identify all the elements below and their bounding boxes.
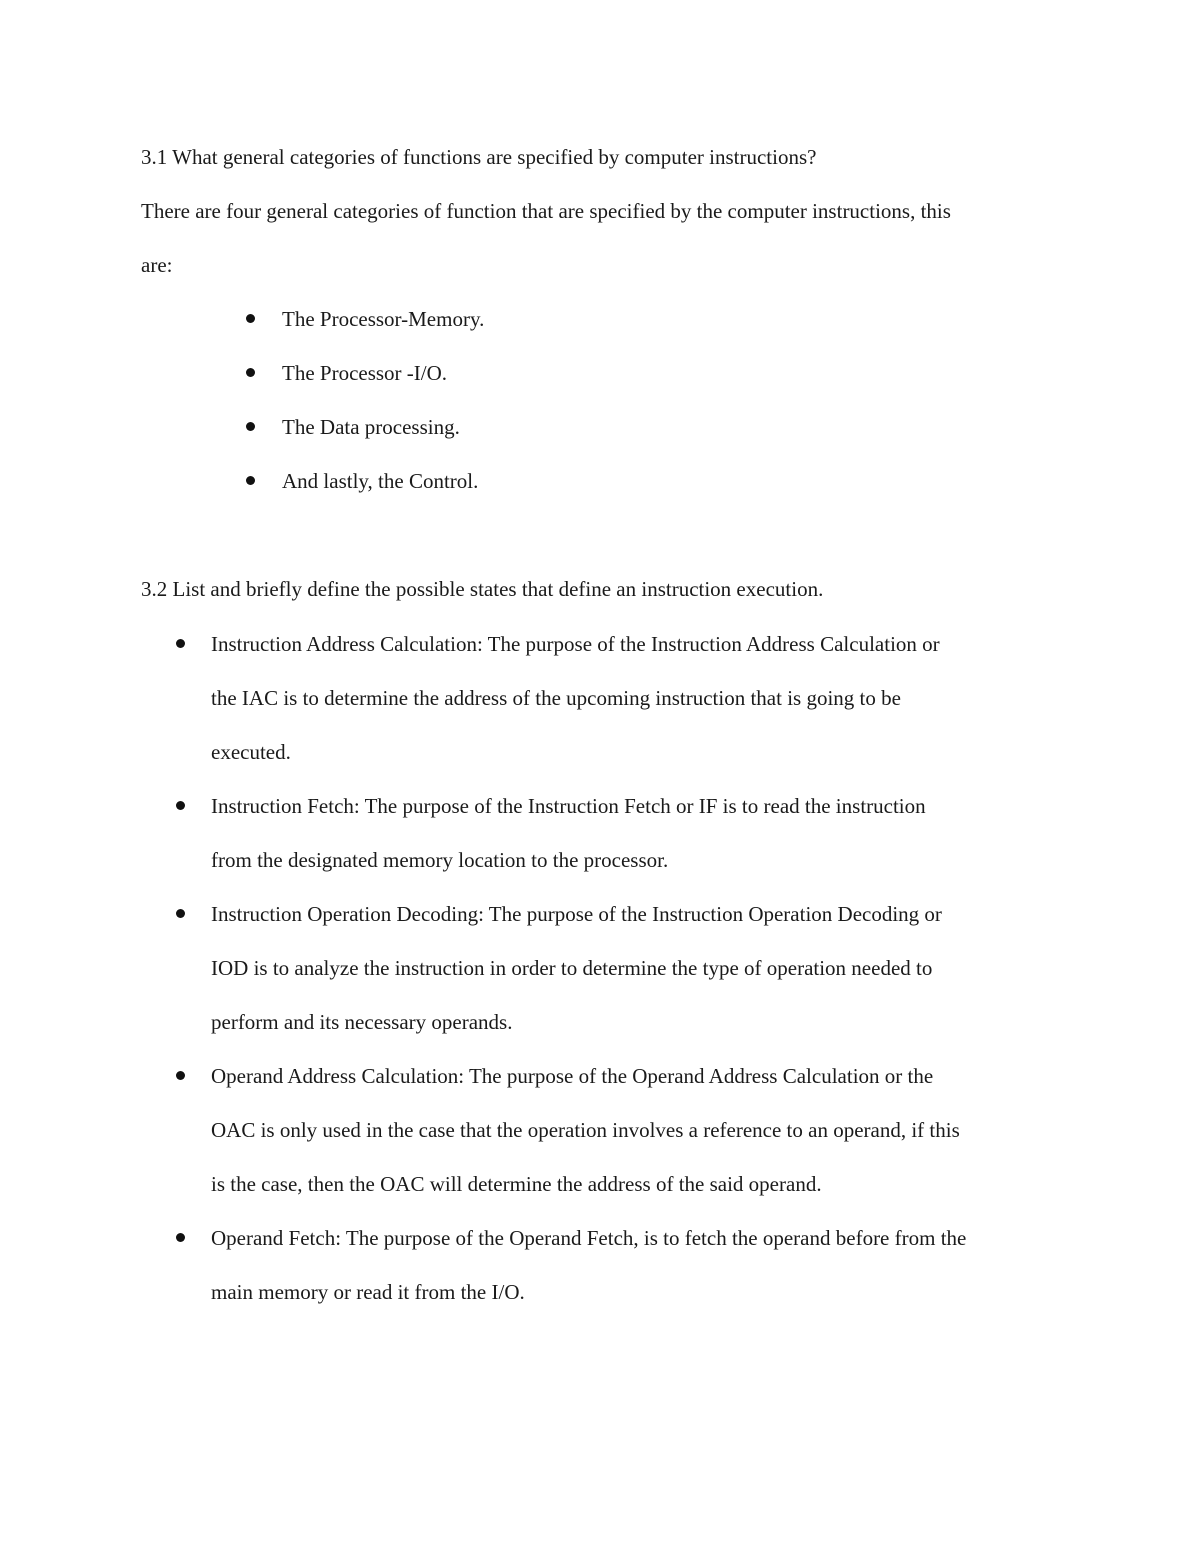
answer-line: There are four general categories of function that are specified by the computer instructions, this: [141, 199, 951, 223]
list-item-text: Instruction Operation Decoding: The purpose of the Instruction Operation Decoding or: [211, 902, 942, 926]
list-item-text: is the case, then the OAC will determine the address of the said operand.: [211, 1172, 822, 1196]
list-item-text: the IAC is to determine the address of the upcoming instruction that is going to be: [211, 686, 901, 710]
list-item-text: Operand Fetch: The purpose of the Operand Fetch, is to fetch the operand before from the: [211, 1226, 967, 1250]
question-3-1: 3.1 What general categories of functions are specified by computer instructions?: [141, 145, 817, 169]
bullet-icon: [176, 909, 185, 918]
list-item-text: from the designated memory location to the processor.: [211, 848, 669, 872]
list-item-text: executed.: [211, 740, 291, 764]
answer-line: are:: [141, 253, 173, 277]
list-item-text: OAC is only used in the case that the operation involves a reference to an operand, if this: [211, 1118, 960, 1142]
list-item-text: The Processor -I/O.: [282, 361, 448, 385]
list-item-text: IOD is to analyze the instruction in order to determine the type of operation needed to: [211, 956, 933, 980]
bullet-icon: [176, 1233, 185, 1242]
list-item-text: And lastly, the Control.: [282, 469, 479, 493]
bullet-icon: [246, 422, 255, 431]
question-3-2: 3.2 List and briefly define the possible states that define an instruction execution.: [141, 577, 824, 601]
list-item-text: Operand Address Calculation: The purpose of the Operand Address Calculation or the: [211, 1064, 934, 1088]
bullet-icon: [246, 368, 255, 377]
bullet-icon: [176, 639, 185, 648]
bullet-icon: [246, 476, 255, 485]
bullet-icon: [176, 801, 185, 810]
list-item-text: The Processor-Memory.: [282, 307, 485, 331]
list-item-text: Instruction Fetch: The purpose of the Instruction Fetch or IF is to read the instruction: [211, 794, 926, 818]
bullet-icon: [246, 314, 255, 323]
list-item-text: main memory or read it from the I/O.: [211, 1280, 525, 1304]
list-item-text: Instruction Address Calculation: The purpose of the Instruction Address Calculation or: [211, 632, 940, 656]
bullet-icon: [176, 1071, 185, 1080]
list-item-text: The Data processing.: [282, 415, 460, 439]
list-item-text: perform and its necessary operands.: [211, 1010, 513, 1034]
